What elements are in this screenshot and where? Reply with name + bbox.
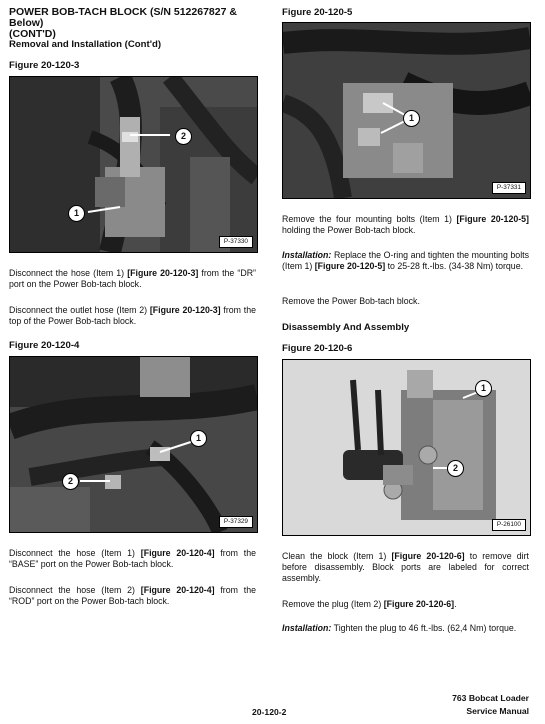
paragraph-8: Clean the block (Item 1) [Figure 20-120-6] to remove dirt before disassembly. Block ports are labeled for correct assembly.	[282, 551, 529, 583]
paragraph-5: Remove the four mounting bolts (Item 1) [Figure 20-120-5] holding the Power Bob-tach block.	[282, 214, 529, 235]
page-number: 20-120-2	[252, 707, 287, 717]
figure-photo-4	[9, 356, 258, 533]
figure-label-3: Figure 20-120-3	[9, 60, 80, 71]
photo-id-5: P-37331	[492, 182, 526, 194]
figure-photo-5	[282, 22, 531, 199]
paragraph-3: Disconnect the hose (Item 1) [Figure 20-120-4] from the “BASE” port on the Power Bob-tach block.	[9, 548, 256, 569]
photo-hose-drawing-3	[10, 77, 257, 252]
figure-label-6: Figure 20-120-6	[282, 343, 353, 354]
callout-1: 1	[475, 380, 492, 397]
photo-id-4: P-37329	[219, 516, 253, 528]
photo-id-3: P-37330	[219, 236, 253, 248]
callout-1: 1	[68, 205, 85, 222]
footer-model: 763 Bobcat Loader	[452, 693, 529, 703]
photo-hose-drawing-4	[10, 357, 257, 532]
paragraph-2: Disconnect the outlet hose (Item 2) [Figure 20-120-3] from the top of the Power Bob-tach block.	[9, 305, 256, 326]
paragraph-4: Disconnect the hose (Item 2) [Figure 20-120-4] from the “ROD” port on the Power Bob-tach block.	[9, 585, 256, 606]
title-line-2: (CONT'D)	[9, 28, 56, 40]
footer-manual: Service Manual	[466, 706, 529, 716]
figure-photo-3	[9, 76, 258, 253]
callout-1: 1	[190, 430, 207, 447]
callout-2: 2	[447, 460, 464, 477]
paragraph-9: Remove the plug (Item 2) [Figure 20-120-6].	[282, 599, 457, 609]
photo-block-drawing-6	[283, 360, 530, 535]
callout-2: 2	[62, 473, 79, 490]
photo-id-6: P-26100	[492, 519, 526, 531]
figure-label-4: Figure 20-120-4	[9, 340, 80, 351]
paragraph-1: Disconnect the hose (Item 1) [Figure 20-120-3] from the “DR” port on the Power Bob-tach block.	[9, 268, 256, 289]
figure-photo-6	[282, 359, 531, 536]
title-line-1: POWER BOB-TACH BLOCK (S/N 512267827 & Below)	[9, 6, 237, 29]
manual-footer	[452, 692, 529, 718]
subtitle: Removal and Installation (Cont'd)	[9, 39, 162, 50]
callout-2: 2	[175, 128, 192, 145]
paragraph-7: Remove the Power Bob-tach block.	[282, 296, 420, 306]
section-title	[9, 7, 264, 40]
section-heading: Disassembly And Assembly	[282, 322, 410, 333]
figure-label-5: Figure 20-120-5	[282, 7, 353, 18]
paragraph-10: Installation: Tighten the plug to 46 ft.-lbs. (62,4 Nm) torque.	[282, 623, 517, 633]
callout-1: 1	[403, 110, 420, 127]
paragraph-6: Installation: Replace the O-ring and tighten the mounting bolts (Item 1) [Figure 20-120-5] to 25-28 ft.-lbs. (34-38 Nm) torque.	[282, 250, 529, 271]
